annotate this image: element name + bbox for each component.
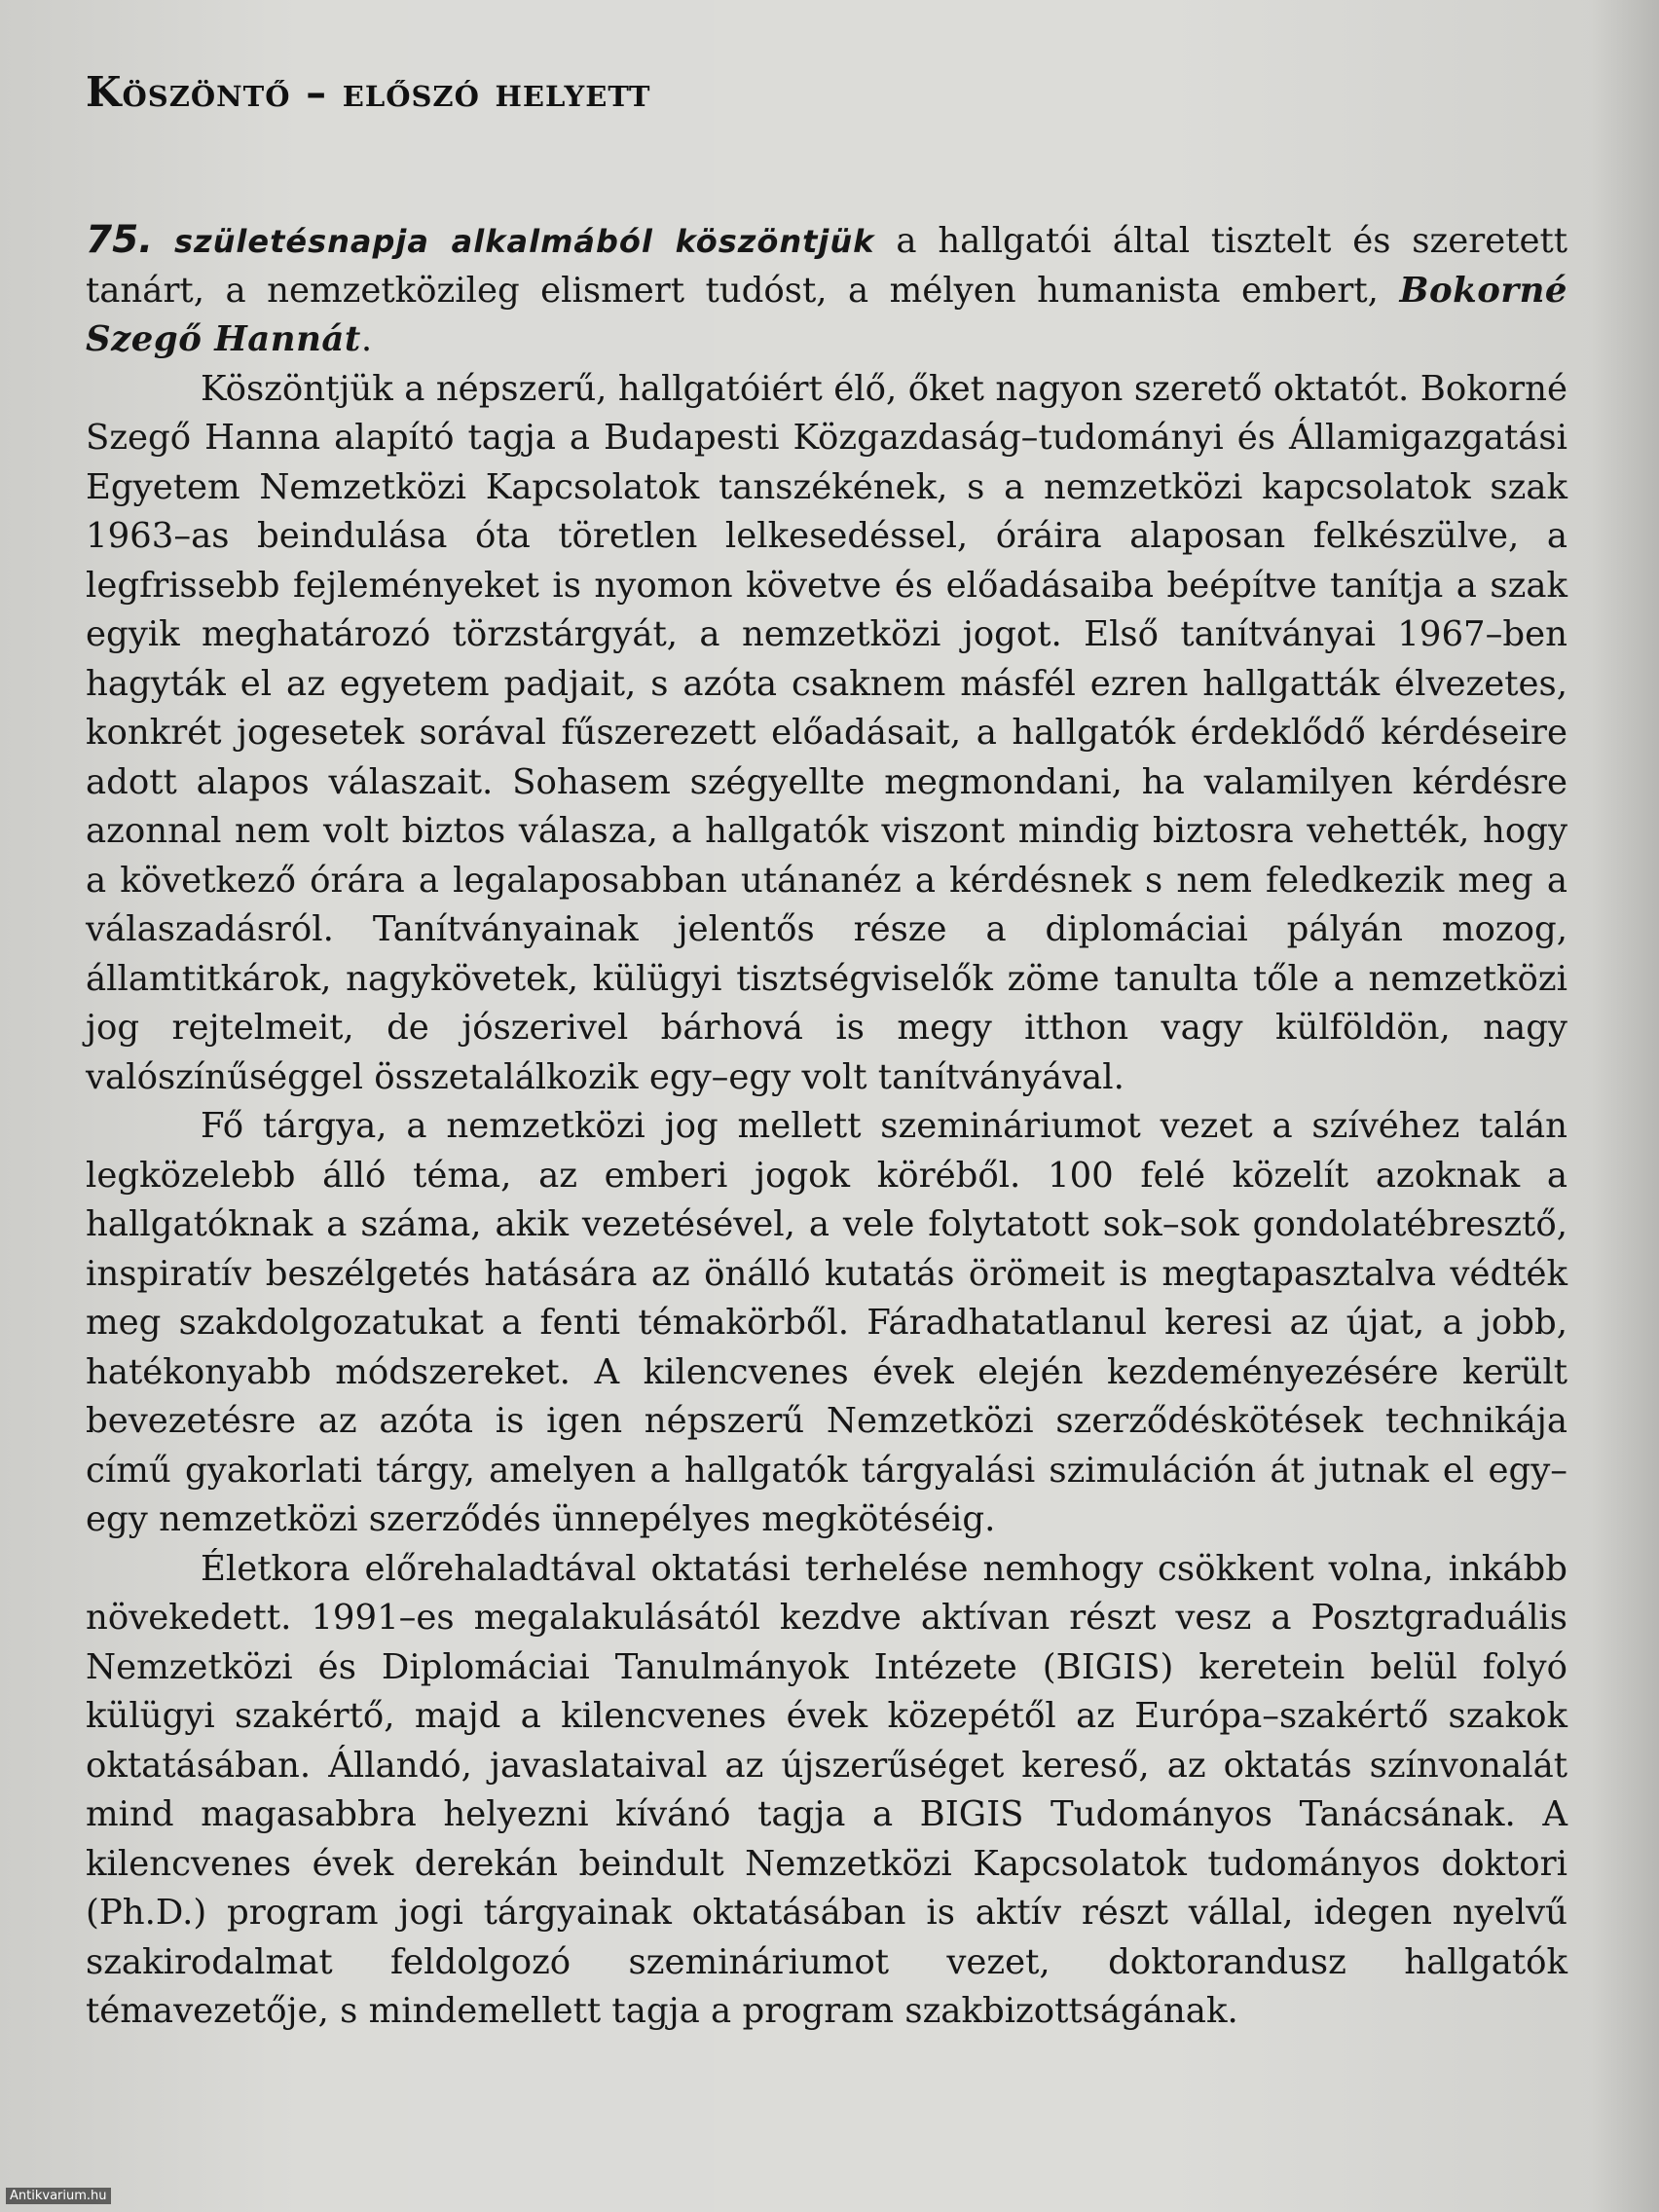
paragraph-1: Köszöntjük a népszerű, hallgatóiért élő, őket nagyon szerető oktatót. Bokorné Szegő Hanna alapító tagja a Budapesti Közgazdaság–tudományi és Államigazgatási Egyetem Nemzetközi Kapcsolatok tanszékének, s a nemzetközi kapcsolatok szak 1963–as beindulása óta töretlen lelkesedéssel, óráira alaposan felkészülve, a legfrissebb fejleményeket is nyomon követve és előadásaiba beépítve tanítja a szak egyik meghatározó törzstárgyát, a nemzetközi jogot. Első tanítványai 1967–ben hagyták el az egyetem padjait, s azóta csaknem másfél ezren hallgatták élvezetes, konkrét jogesetek sorával fűszerezett előadásait, a hallgatók érdeklődő kérdéseire adott alapos válaszait. Sohasem szégyellte megmondani, ha valamilyen kérdésre azonnal nem volt biztos válasza, a hallgatók viszont mindig biztosra vehették, hogy a következő órára a legalaposabban utánanéz a kérdésnek s nem feledkezik meg a válaszadásról. Tanítványainak jelentős része a diplomáciai pályán mozog, államtitkárok, nagykövetek, külügyi tisztségviselők zöme tanulta tőle a nemzetközi jog rejtelmeit, de jószerivel bárhová is megy itthon vagy külföldön, nagy valószínűséggel összetalálkozik egy–egy volt tanítványával. [86, 368, 1567, 1097]
birthday-number: 75. [86, 218, 154, 262]
paragraph-3: Életkora előrehaladtával oktatási terhelése nemhogy csökkent volna, inkább növekedett. 1991–es megalakulásától kezdve aktívan részt vesz a Posztgraduális Nemzetközi és Diplomáciai Tanulmányok Intézete (BIGIS) keretein belül folyó külügyi szakértő, majd a kilencvenes évek közepétől az Európa–szakértő szakok oktatásában. Állandó, javaslataival az újszerűséget kereső, az oktatás színvonalát mind magasabbra helyezni kívánó tagja a BIGIS Tudományos Tanácsának. A kilencvenes évek derekán beindult Nemzetközi Kapcsolatok tudományos doktori (Ph.D.) program jogi tárgyainak oktatásában is aktív részt vállal, idegen nyelvű szakirodalmat feldolgozó szemináriumot vezet, doktorandusz hallgatók témavezetője, s mindemellett tagja a program szakbizottságának. [86, 1548, 1567, 2031]
intro-text: a hallgatói által tisztelt és szeretett tanárt, a nemzetközileg elismert tudóst, a mélyen humanista embert, [86, 221, 1568, 311]
intro-paragraph [86, 216, 1567, 365]
page-edge-shadow [1591, 0, 1659, 2212]
intro-lead: születésnapja alkalmából köszöntjük [173, 223, 875, 260]
intro-end: . [360, 319, 373, 359]
body-text [86, 216, 1567, 2037]
watermark: Antikvarium.hu [6, 2188, 111, 2204]
page-title: Köszöntő – előszó helyett [86, 68, 651, 116]
paragraph-2: Fő tárgya, a nemzetközi jog mellett szemináriumot vezet a szívéhez talán legközelebb álló téma, az emberi jogok köréből. 100 felé közelít azoknak a hallgatóknak a száma, akik vezetésével, a vele folytatott sok–sok gondolatébresztő, inspiratív beszélgetés hatására az önálló kutatás örömeit is megtapasztalva védték meg szakdolgozatukat a fenti témakörből. Fáradhatatlanul keresi az újat, a jobb, hatékonyabb módszereket. A kilencvenes évek elején kezdeményezésére került bevezetésre az azóta is igen népszerű Nemzetközi szerződéskötések technikája című gyakorlati tárgy, amelyen a hallgatók tárgyalási szimuláción át jutnak el egy–egy nemzetközi szerződés ünnepélyes megkötéséig. [86, 1106, 1567, 1539]
honoree-name: Bokorné Szegő Hannát [86, 270, 1567, 359]
